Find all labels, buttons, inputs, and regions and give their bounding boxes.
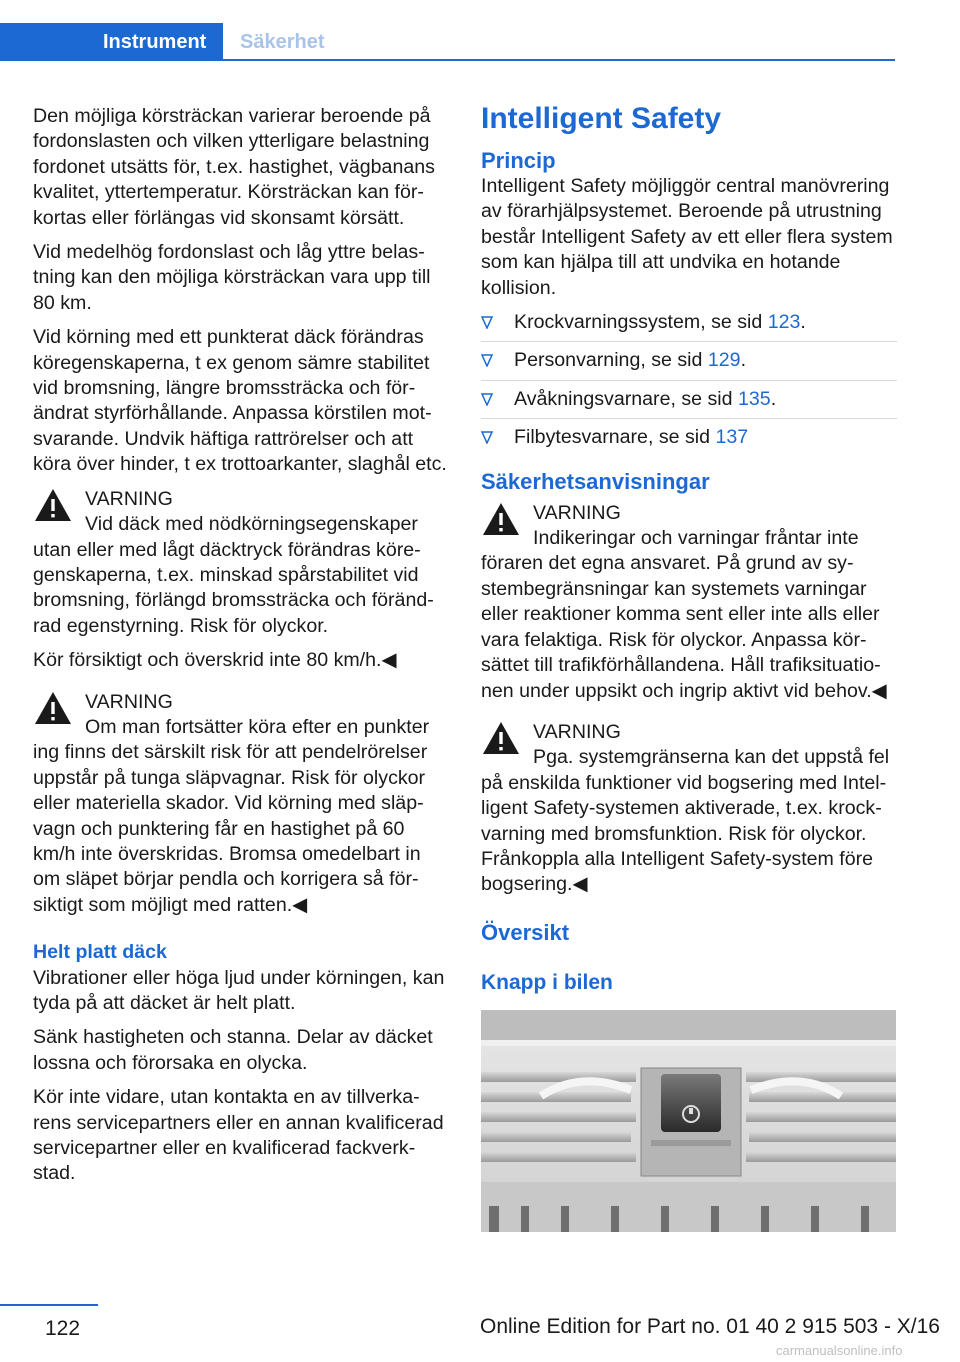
warning-triangle-icon xyxy=(33,690,73,726)
warning-text: föraren det egna ansvaret. På grund av systembegränsningar kan systemets varningar eller reaktioner komma sent eller inte alls eller vara felaktiga. Risk för olyckor. Anpassa körsättet till trafikförhållandena. Håll trafiksituationen under uppsikt och ingrip aktivt vid behov.◀ xyxy=(481,552,887,702)
warning-block xyxy=(33,690,449,919)
section-heading-button-in-car: Knapp i bilen xyxy=(481,970,613,994)
list-item-suffix: . xyxy=(770,387,777,410)
list-item-suffix: . xyxy=(800,311,806,334)
warning-label: VARNING xyxy=(533,720,621,743)
page-link[interactable]: 135 xyxy=(738,387,771,410)
warning-first-line: Pga. systemgränserna kan det uppstå fel xyxy=(533,746,890,769)
warning-block xyxy=(481,720,897,898)
warning-triangle-icon xyxy=(481,501,521,537)
paragraph: Sänk hastigheten och stanna. Delar av däcket lossna och förorsaka en olycka. xyxy=(33,1026,433,1074)
paragraph: Den möjliga körsträckan varierar beroende på fordonslasten och vilken ytterligare belastning fordonet utsätts för, t.ex. hastighet, vägbanans kvalitet, yttertemperatur. Körsträckan kan förkortas eller förlängas vid skonsamt körsätt. xyxy=(33,105,435,229)
footer-rule xyxy=(0,1304,98,1306)
warning-triangle-icon xyxy=(33,487,73,523)
list-item-suffix: . xyxy=(740,349,747,372)
list-item xyxy=(481,348,897,380)
paragraph: Kör inte vidare, utan kontakta en av tillverkarens servicepartners eller en annan kvalificerad servicepartner eller en kvalificerad fackverkstad. xyxy=(33,1086,444,1185)
list-item-text: Avåkningsvarnare, se sid xyxy=(514,387,738,410)
watermark: carmanualsonline.info xyxy=(776,1343,903,1358)
paragraph: Vid körning med ett punkterat däck förändras köregenskaperna, t ex genom sämre stabilitet vid bromsning, längre bromssträcka och förändrat styrförhållande. Anpassa körstilen motsvarande. Undvik häftiga rattrörelser och att köra över hinder, t ex trottoarkanter, slaghål etc. xyxy=(33,326,447,476)
warning-first-line: Om man fortsätter köra efter en punkter xyxy=(85,715,430,738)
list-item-text: Krockvarningssystem, se sid xyxy=(514,311,768,334)
section-heading-flat-tire: Helt platt däck xyxy=(33,941,167,964)
list-item-text: Filbytesvarnare, se sid xyxy=(514,426,716,449)
page-link[interactable]: 137 xyxy=(715,426,749,449)
list-item-text: Personvarning, se sid xyxy=(514,349,708,372)
edition-note: Online Edition for Part no. 01 40 2 915 503 - X/16 xyxy=(480,1315,940,1338)
car-button-photo xyxy=(481,1010,896,1232)
triangle-bullet-icon xyxy=(481,393,493,406)
page-link[interactable]: 123 xyxy=(767,311,801,334)
page-number: 122 xyxy=(45,1317,81,1340)
paragraph: Vibrationer eller höga ljud under körningen, kan tyda på att däcket är helt platt. xyxy=(33,966,445,1014)
tab-instrument: Instrument xyxy=(0,23,223,61)
warning-text: på enskilda funktioner vid bogsering med Intelligent Safety-systemen aktiverade, t.ex. krockvarning med bromsfunktion. Risk för olyckor. Frånkoppla alla Intelligent Safety-system före bogsering.◀ xyxy=(481,771,887,896)
section-heading-princip: Princip xyxy=(481,148,556,173)
page-title: Intelligent Safety xyxy=(481,102,722,135)
left-column xyxy=(33,104,449,1196)
triangle-bullet-icon xyxy=(481,316,493,329)
warning-label: VARNING xyxy=(85,690,173,713)
triangle-bullet-icon xyxy=(481,431,493,444)
warning-first-line: Indikeringar och varningar fråntar inte xyxy=(533,527,859,550)
warning-first-line: Vid däck med nödkörningsegenskaper xyxy=(85,513,418,536)
list-item xyxy=(481,387,897,419)
section-heading-overview: Översikt xyxy=(481,919,570,945)
warning-text: ing finns det särskilt risk för att pendelrörelser uppstår på tunga släpvagnar. Risk för olyckor eller materiella skador. Vid körning med släpvagn och punktering får en hastighet på 60 km/h inte överskridas. Bromsa omedelbart in om släpet börjar pendla och korrigera så försiktigt som möjligt med ratten.◀ xyxy=(33,741,428,916)
page-link[interactable]: 129 xyxy=(707,349,741,372)
warning-label: VARNING xyxy=(85,487,173,510)
section-heading-safety-notes: Säkerhetsanvisningar xyxy=(481,468,710,494)
list-item xyxy=(481,310,897,342)
warning-text: utan eller med lågt däcktryck förändras köregenskaperna, t.ex. minskad spårstabilitet vid bromsning, förlängd bromssträcka och förändrad egenstyrning. Risk för olyckor. xyxy=(33,538,434,637)
triangle-bullet-icon xyxy=(481,354,493,367)
header-rule xyxy=(0,59,895,61)
header-tabs xyxy=(0,23,895,61)
list-item xyxy=(481,425,897,456)
tab-sakerhet: Säkerhet xyxy=(240,31,325,53)
warning-block xyxy=(33,487,449,639)
warning-block xyxy=(481,501,897,704)
system-list xyxy=(481,310,897,457)
paragraph: Kör försiktigt och överskrid inte 80 km/h.◀ xyxy=(33,649,397,672)
paragraph: Vid medelhög fordonslast och låg yttre belastning kan den möjliga körsträckan vara upp till 80 km. xyxy=(33,241,431,314)
warning-label: VARNING xyxy=(533,501,621,524)
right-column xyxy=(481,104,897,1232)
warning-triangle-icon xyxy=(481,720,521,756)
paragraph: Intelligent Safety möjliggör central manövrering av förarhjälpsystemet. Beroende på utrustning består Intelligent Safety av ett eller flera system som kan hjälpa till att undvika en hotande kollision. xyxy=(481,175,893,299)
